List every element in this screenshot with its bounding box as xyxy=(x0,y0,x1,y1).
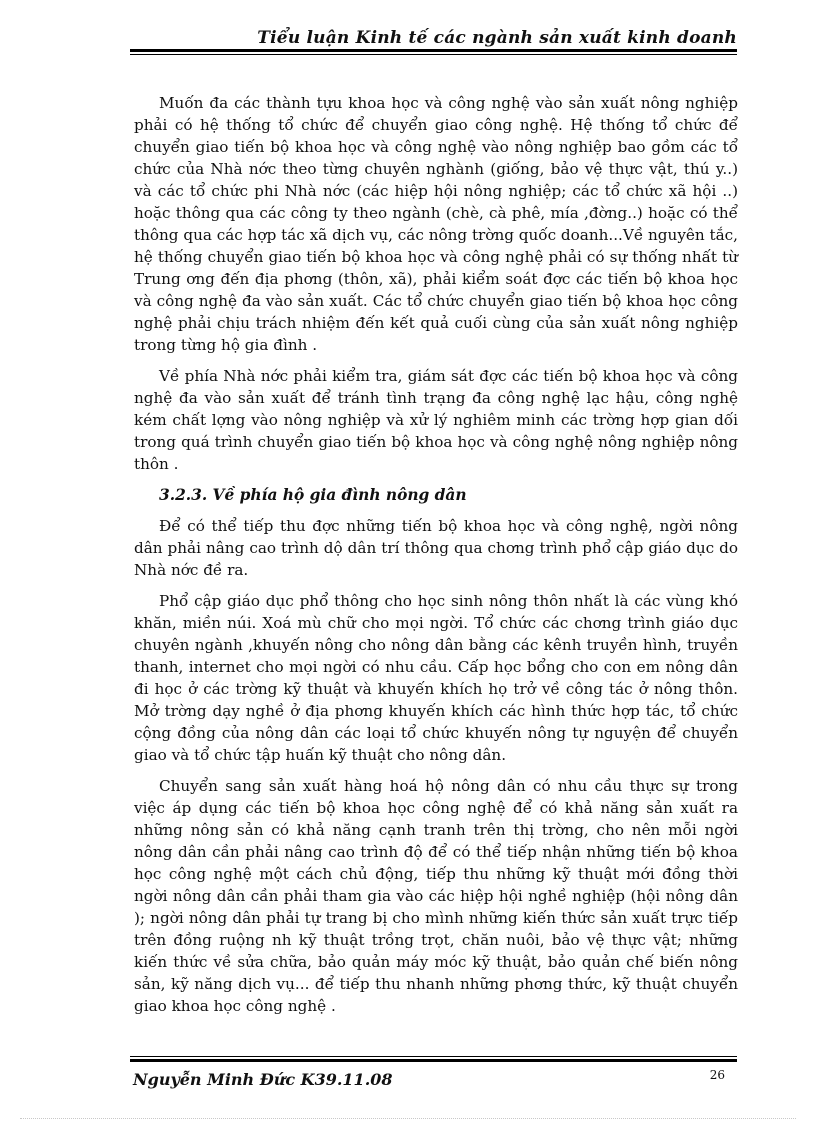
footer-rule-thin xyxy=(130,1056,737,1057)
header-title: Tiểu luận Kinh tế các ngành sản xuất kinh doanh xyxy=(257,28,737,48)
paragraph: Để có thể tiếp thu đợc những tiến bộ khoa học và công nghệ, ngời nông dân phải nâng cao trình dộ dân trí thông qua chơng trình phổ cập giáo dục do Nhà nớc đề ra. xyxy=(134,517,738,579)
paragraph: Về phía Nhà nớc phải kiểm tra, giám sát đợc các tiến bộ khoa học và công nghệ đa vào sản xuất để tránh tình trạng đa công nghệ lạc hậu, công nghệ kém chất lợng vào nông nghiệp và xử lý nghiêm minh các trờng hợp gian dối trong quá trình chuyển giao tiến bộ khoa học và công nghệ nông nghiệp nông thôn . xyxy=(134,367,738,473)
section-heading: 3.2.3. Về phía hộ gia đình nông dân xyxy=(159,486,467,504)
body-text xyxy=(134,92,738,1026)
paragraph: Muốn đa các thành tựu khoa học và công nghệ vào sản xuất nông nghiệp phải có hệ thống tổ chức để chuyển giao công nghệ. Hệ thống tổ chức để chuyển giao tiến bộ khoa học và công nghệ vào nông nghiệp bao gồm các tổ chức của Nhà nớc theo từng chuyên nghành (giống, bảo vệ thực vật, thú y..) và các tổ chức phi Nhà nớc (các hiệp hội nông nghiệp; các tổ chức xã hội ..) hoặc thông qua các công ty theo ngành (chè, cà phê, mía ,đờng..) hoặc có thể thông qua các hợp tác xã dịch vụ, các nông trờng quốc doanh...Về nguyên tắc, hệ thống chuyển giao tiến bộ khoa học và công nghệ phải có sự thống nhất từ Trung ơng đến địa phơng (thôn, xã), phải kiểm soát đợc các tiến bộ khoa học và công nghệ đa vào sản xuất. Các tổ chức chuyển giao tiến bộ khoa học công nghệ phải chịu trách nhiệm đến kết quả cuối cùng của sản xuất nông nghiệp trong từng hộ gia đình . xyxy=(134,94,738,354)
footer-rule xyxy=(130,1059,737,1062)
paragraph: Phổ cập giáo dục phổ thông cho học sinh nông thôn nhất là các vùng khó khăn, miền núi. Xoá mù chữ cho mọi ngời. Tổ chức các chơng trình giáo dục chuyên ngành ,khuyến nông cho nông dân bằng các kênh truyền hình, truyền thanh, internet cho mọi ngời có nhu cầu. Cấp học bổng cho con em nông dân đi học ở các trờng kỹ thuật và khuyến khích họ trở về công tác ở nông thôn. Mở trờng dạy nghề ở địa phơng khuyến khích các hình thức hợp tác, tổ chức cộng đồng của nông dân các loại tổ chức khuyến nông tự nguyện để chuyển giao và tổ chức tập huấn kỹ thuật cho nông dân. xyxy=(134,592,738,764)
header-rule-thin xyxy=(130,54,737,55)
footer-author: Nguyễn Minh Đức K39.11.08 xyxy=(133,1070,393,1089)
page-number: 26 xyxy=(709,1068,725,1082)
page-bottom-divider xyxy=(20,1118,796,1119)
header-rule xyxy=(130,49,737,52)
paragraph: Chuyển sang sản xuất hàng hoá hộ nông dân có nhu cầu thực sự trong việc áp dụng các tiến bộ khoa học công nghệ để có khả năng sản xuất ra những nông sản có khả năng cạnh tranh trên thị trờng, cho nên mỗi ngời nông dân cần phải nâng cao trình độ để có thể tiếp nhận những tiến bộ khoa học công nghệ một cách chủ động, tiếp thu những kỹ thuật mới đồng thời ngời nông dân cần phải tham gia vào các hiệp hội nghề nghiệp (hội nông dân ); ngời nông dân phải tự trang bị cho mình những kiến thức sản xuất trực tiếp trên đồng ruộng nh kỹ thuật trồng trọt, chăn nuôi, bảo vệ thực vật; những kiến thức về sửa chữa, bảo quản máy móc kỹ thuật, bảo quản chế biến nông sản, kỹ năng dịch vụ... để tiếp thu nhanh những phơng thức, kỹ thuật chuyển giao khoa học công nghệ . xyxy=(134,777,738,1015)
